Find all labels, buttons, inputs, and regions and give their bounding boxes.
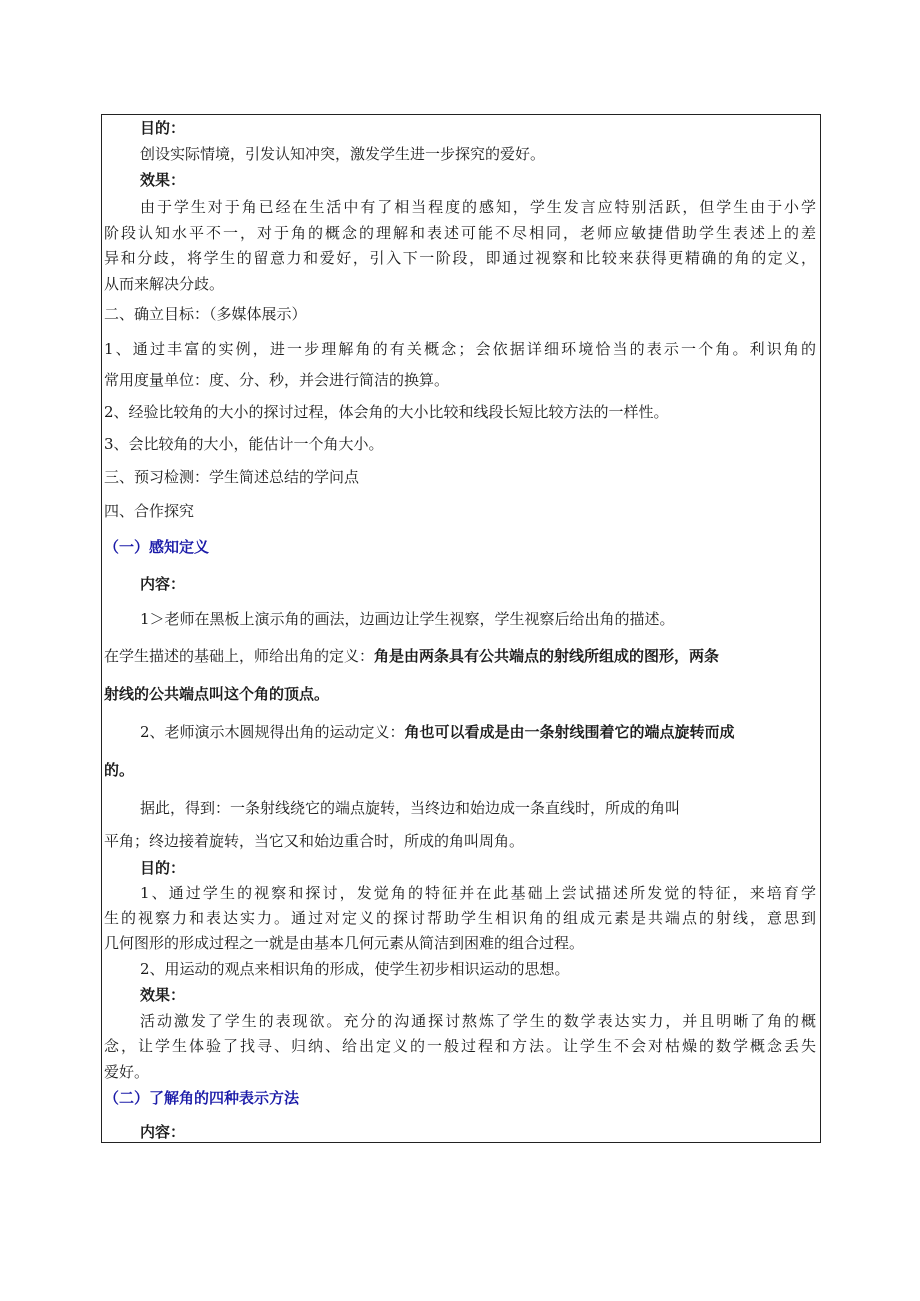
paragraph-line: 异和分歧，将学生的留意力和爱好，引入下一阶段，即通过视察和比较来获得更精确的角的定义， <box>104 249 816 267</box>
paragraph-line: 几何图形的形成过程之一就是由基本几何元素从简洁到困难的组合过程。 <box>104 934 585 952</box>
heading-content: 内容： <box>140 575 186 593</box>
paragraph-line: 由于学生对于角已经在生活中有了相当程度的感知，学生发言应特别活跃，但学生由于小学 <box>140 198 816 216</box>
section-heading: 三、预习检测：学生简述总结的学问点 <box>104 468 360 486</box>
definition-bold: 射线的公共端点叫这个角的顶点。 <box>104 685 330 703</box>
paragraph-line: 常用度量单位：度、分、秒，并会进行简洁的换算。 <box>104 371 450 389</box>
section-heading: 二、确立目标：（多媒体展示） <box>104 305 307 323</box>
definition-bold: 角也可以看成是由一条射线围着它的端点旋转而成 <box>404 723 735 741</box>
paragraph-line: 爱好。 <box>104 1063 150 1081</box>
definition-line: 2、老师演示木圆规得出角的运动定义：角也可以看成是由一条射线围着它的端点旋转而成 <box>140 723 735 741</box>
paragraph-line: 从而来解决分歧。 <box>104 275 225 293</box>
subsection-heading: （二）了解角的四种表示方法 <box>104 1089 300 1107</box>
heading-content: 内容： <box>140 1123 186 1141</box>
paragraph-line: 平角；终边接着旋转，当它又和始边重合时，所成的角叫周角。 <box>104 832 525 850</box>
paragraph-line: 3、会比较角的大小，能估计一个角大小。 <box>104 435 384 453</box>
definition-bold: 的。 <box>104 761 135 779</box>
paragraph-line: 1＞老师在黑板上演示角的画法，边画边让学生视察，学生视察后给出角的描述。 <box>140 610 675 628</box>
paragraph-line: 念，让学生体验了找寻、归纳、给出定义的一般过程和方法。让学生不会对枯燥的数学概念丢失 <box>104 1037 816 1055</box>
heading-effect: 效果： <box>140 986 186 1004</box>
heading-purpose: 目的： <box>140 859 186 877</box>
heading-purpose: 目的： <box>140 119 186 137</box>
subsection-heading: （一）感知定义 <box>104 538 210 556</box>
section-heading: 四、合作探究 <box>104 502 195 520</box>
paragraph-line: 阶段认知水平不一，对于角的概念的理解和表述可能不尽相同，老师应敏捷借助学生表述上的差 <box>104 224 816 242</box>
paragraph-line: 1、通过学生的视察和探讨，发觉角的特征并在此基础上尝试描述所发觉的特征，来培育学 <box>140 884 816 902</box>
paragraph-line: 创设实际情境，引发认知冲突，激发学生进一步探究的爱好。 <box>140 145 546 163</box>
definition-bold: 角是由两条具有公共端点的射线所组成的图形，两条 <box>374 647 720 665</box>
paragraph-line: 生的视察力和表达实力。通过对定义的探讨帮助学生相识角的组成元素是共端点的射线，意思到 <box>104 909 816 927</box>
paragraph-line: 2、经验比较角的大小的探讨过程，体会角的大小比较和线段长短比较方法的一样性。 <box>104 403 669 421</box>
definition-line: 在学生描述的基础上，师给出角的定义：角是由两条具有公共端点的射线所组成的图形，两条 <box>104 647 720 665</box>
paragraph-line: 活动激发了学生的表现欲。充分的沟通探讨熬炼了学生的数学表达实力，并且明晰了角的概 <box>140 1012 816 1030</box>
paragraph-line: 2、用运动的观点来相识角的形成，使学生初步相识运动的思想。 <box>140 960 570 978</box>
paragraph-line: 1、通过丰富的实例，进一步理解角的有关概念；会依据详细环境恰当的表示一个角。利识角的 <box>104 340 816 358</box>
heading-effect: 效果： <box>140 171 186 189</box>
paragraph-line: 据此，得到：一条射线绕它的端点旋转，当终边和始边成一条直线时，所成的角叫 <box>140 799 681 817</box>
